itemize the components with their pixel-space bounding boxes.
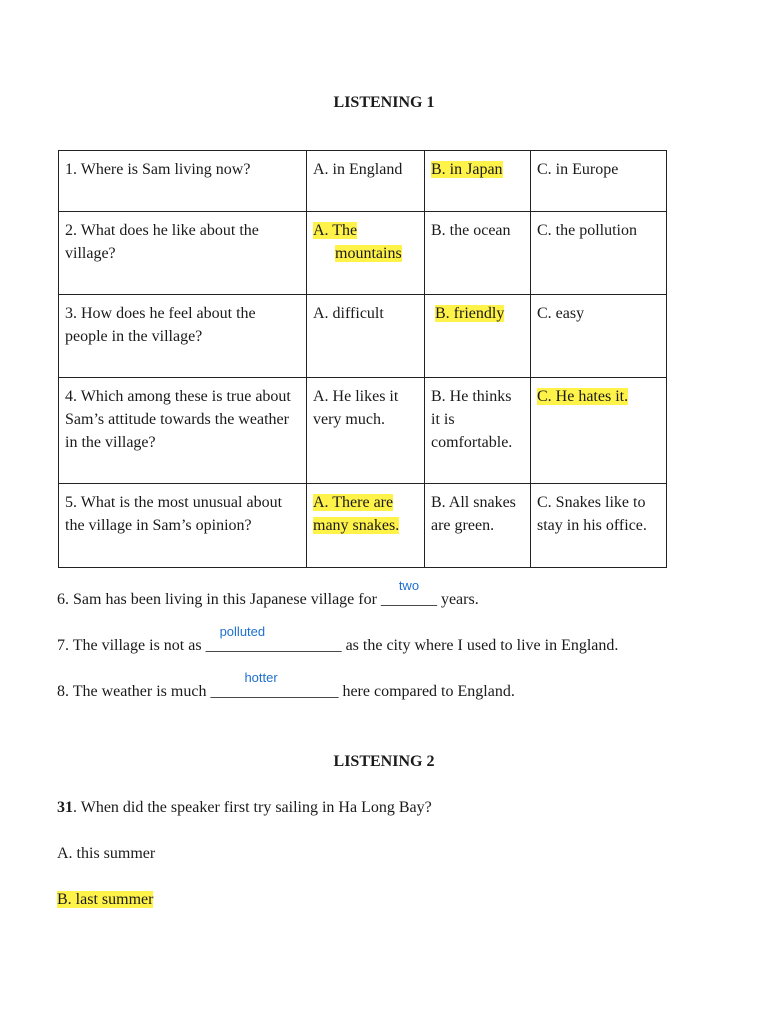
option-c-highlighted: C. He hates it. xyxy=(537,388,629,405)
option-b-highlighted: B. last summer xyxy=(57,891,154,908)
option-a-cell xyxy=(307,212,425,295)
option-a-cell xyxy=(307,484,425,568)
answer-blank xyxy=(380,578,437,609)
option-a-text: A. He likes it very much. xyxy=(313,388,399,428)
option-b-highlighted: B. in Japan xyxy=(431,161,503,178)
option-b-cell xyxy=(425,484,531,568)
option-a-text: A. difficult xyxy=(313,305,384,322)
table-row xyxy=(59,212,667,295)
answer-blank xyxy=(210,670,339,701)
option-a-highlighted-line1: A. The xyxy=(313,222,358,239)
option-b-cell xyxy=(425,151,531,212)
option-c-cell xyxy=(531,378,667,484)
fill-in-sentence-6 xyxy=(57,578,479,609)
table-row xyxy=(59,378,667,484)
sentence-text-after: years. xyxy=(436,591,479,608)
option-c-cell xyxy=(531,212,667,295)
blank-line: _______ xyxy=(380,591,437,608)
blank-line: _________________ xyxy=(205,637,342,654)
option-b-highlighted: B. friendly xyxy=(435,305,505,322)
question-cell: 2. What does he like about the village? xyxy=(59,212,307,295)
option-b-text: B. He thinks it is comfortable. xyxy=(431,388,513,451)
option-b-cell xyxy=(425,212,531,295)
question-number: 31 xyxy=(57,799,73,816)
question-cell: 4. Which among these is true about Sam’s attitude towards the weather in the village? xyxy=(59,378,307,484)
option-a-text: A. this summer xyxy=(57,845,156,862)
option-c-cell xyxy=(531,484,667,568)
answer-blank xyxy=(205,624,342,655)
table-row xyxy=(59,151,667,212)
table-row xyxy=(59,295,667,378)
written-answer: polluted xyxy=(219,624,266,639)
option-a xyxy=(57,845,155,863)
sentence-text-after: as the city where I used to live in England. xyxy=(341,637,619,654)
option-b xyxy=(57,891,153,909)
option-a-highlighted-line2: mountains xyxy=(335,245,402,262)
sentence-text-before: 6. Sam has been living in this Japanese village for xyxy=(57,591,381,608)
option-b-cell xyxy=(425,295,531,378)
option-a-highlighted-line1: A. There are xyxy=(313,494,394,511)
option-a-cell xyxy=(307,295,425,378)
option-a-cell xyxy=(307,151,425,212)
fill-in-sentence-8 xyxy=(57,670,515,701)
option-c-text: C. in Europe xyxy=(537,161,619,178)
option-c-cell xyxy=(531,151,667,212)
option-b-text: B. the ocean xyxy=(431,222,511,239)
option-b-cell xyxy=(425,378,531,484)
written-answer: hotter xyxy=(244,670,278,685)
question-text: . When did the speaker first try sailing in Ha Long Bay? xyxy=(73,799,432,816)
option-a-highlighted-line2: many snakes. xyxy=(313,517,400,534)
option-c-text: C. easy xyxy=(537,305,585,322)
fill-in-sentence-7 xyxy=(57,624,619,655)
option-b-text: B. All snakes are green. xyxy=(431,494,516,534)
question-cell: 5. What is the most unusual about the village in Sam’s opinion? xyxy=(59,484,307,568)
question-cell: 1. Where is Sam living now? xyxy=(59,151,307,212)
option-c-text: C. the pollution xyxy=(537,222,637,239)
option-a-cell xyxy=(307,378,425,484)
table-row xyxy=(59,484,667,568)
question-cell: 3. How does he feel about the people in the village? xyxy=(59,295,307,378)
sentence-text-after: here compared to England. xyxy=(338,683,515,700)
blank-line: ________________ xyxy=(210,683,339,700)
sentence-text-before: 8. The weather is much xyxy=(57,683,211,700)
option-c-cell xyxy=(531,295,667,378)
listening-2-heading: LISTENING 2 xyxy=(333,753,435,770)
sentence-text-before: 7. The village is not as xyxy=(57,637,206,654)
option-c-text: C. Snakes like to stay in his office. xyxy=(537,494,647,534)
written-answer: two xyxy=(398,578,420,593)
listening-1-table xyxy=(58,150,667,568)
question-31 xyxy=(57,799,432,817)
listening-1-heading: LISTENING 1 xyxy=(333,94,435,111)
option-a-text: A. in England xyxy=(313,161,403,178)
